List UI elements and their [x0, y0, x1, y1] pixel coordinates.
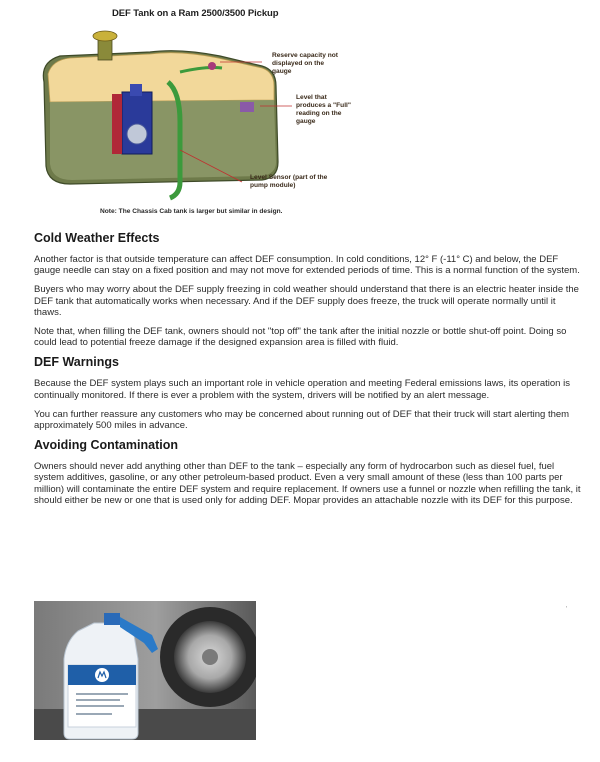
- callout-sensor: Level Sensor (part of the pump module): [250, 174, 328, 189]
- paragraph-warnings-2: You can further reassure any customers who may be concerned about running out of DEF that their truck will start alerting them approximately 500 miles in advance.: [34, 408, 570, 432]
- label-line: [76, 693, 128, 695]
- diagram-title: DEF Tank on a Ram 2500/3500 Pickup: [112, 8, 279, 19]
- jug-cap: [104, 613, 120, 625]
- callout-level-full: Level that produces a "Full" reading on the gauge: [296, 94, 351, 125]
- pump-top: [130, 84, 142, 96]
- heading-avoiding-contamination: Avoiding Contamination: [34, 438, 178, 453]
- wheel-hub: [202, 649, 218, 665]
- label-line: [76, 705, 124, 707]
- paragraph-cold-3: Note that, when filling the DEF tank, owners should not "top off" the tank after the initial nozzle or bottle shut-off point. Doing so could lead to potential freeze damage if the designed expansion area is filled with fluid.: [34, 326, 567, 349]
- heading-def-warnings: DEF Warnings: [34, 355, 119, 370]
- filler-cap: [93, 31, 117, 41]
- pump-module: [122, 92, 152, 154]
- def-tank-diagram: [30, 8, 370, 220]
- label-line: [76, 699, 120, 701]
- def-jug-photo: [34, 601, 256, 740]
- label-line: [76, 713, 112, 715]
- paragraph-contamination-1: Owners should never add anything other than DEF to the tank – especially any form of hydrocarbon such as diesel fuel, fuel system additives, gasoline, or any other petroleum-based product. Even a very small amount of these (less than 100 parts per million) will contaminate the entire DEF system and require replacement. If owners use a funnel or nozzle when refilling the tank, it should either be new or one that is used only for adding DEF. Mopar provides an attachable nozzle with its DEF for this purpose.: [34, 461, 581, 506]
- paragraph-warnings-1: Because the DEF system plays such an important role in vehicle operation and meeting Federal emissions laws, its operation is continually monitored. If there is ever a problem with the system, drivers will be notified by an alert message.: [34, 378, 570, 401]
- heater-element: [112, 94, 122, 154]
- paragraph-cold-1: Another factor is that outside temperature can affect DEF consumption. In cold conditions, 12° F (-11° C) and below, the DEF gauge needle can stay on a fixed position and may not move for extended periods of time. This is a normal function of the system.: [34, 254, 580, 277]
- article-body: [34, 231, 582, 506]
- pump-motor: [127, 124, 147, 144]
- reserve-area: [48, 53, 274, 102]
- top-fitting: [208, 62, 216, 70]
- paragraph-cold-2: Buyers who may worry about the DEF supply freezing in cold weather should understand that there is an electric heater inside the DEF tank that automatically works when necessary. And if the DEF supply does freeze, the truck will operate normally until it thaws.: [34, 284, 579, 318]
- diagram-note: Note: The Chassis Cab tank is larger but similar in design.: [100, 208, 283, 215]
- callout-reserve: Reserve capacity not displayed on the gauge: [272, 52, 338, 75]
- heading-cold-weather: Cold Weather Effects: [34, 231, 160, 245]
- scan-mark: ': [566, 606, 568, 613]
- purple-fitting: [240, 102, 254, 112]
